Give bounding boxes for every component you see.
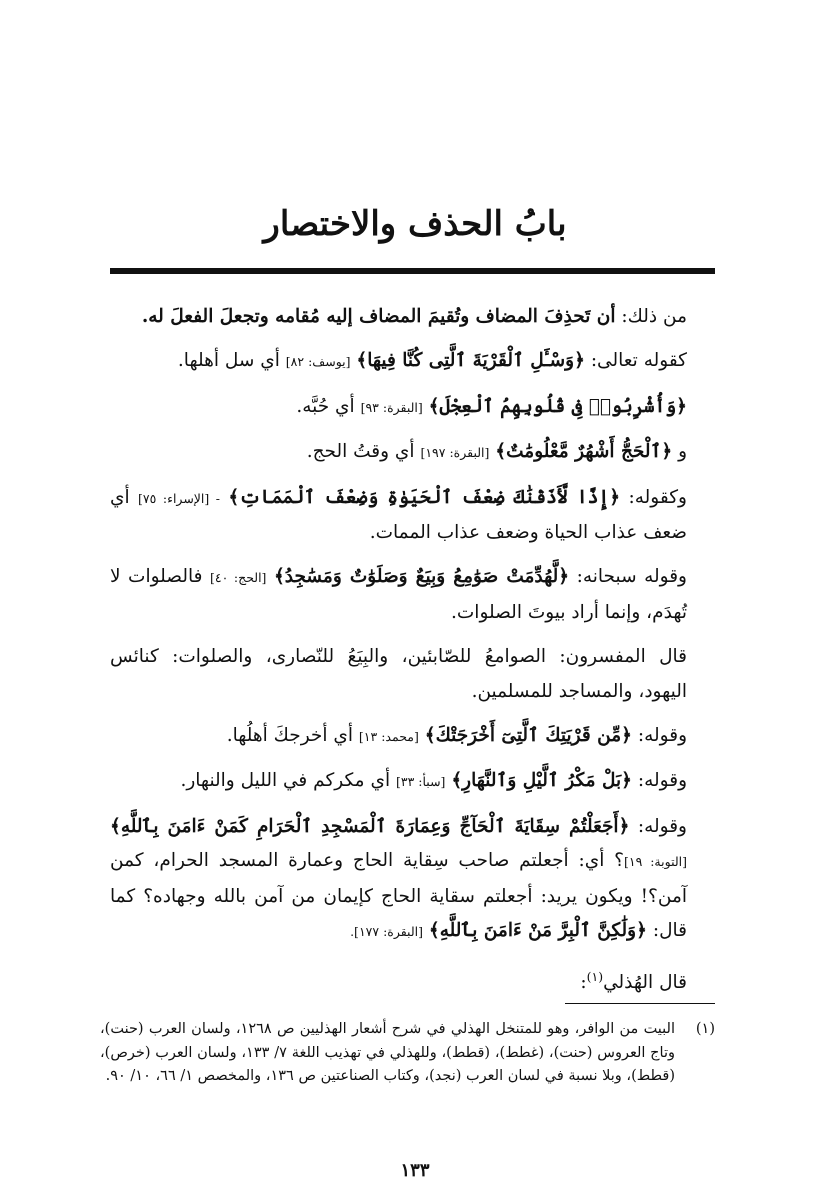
footnote — [100, 1018, 715, 1089]
quran-verse-8: ﴿أَجَعَلْتُمْ سِقَايَةَ ٱلْحَآجِّ وَعِمَارَةَ ٱلْمَسْجِدِ ٱلْحَرَامِ كَمَنْ ءَامَنَ بِٱللَّهِ﴾ — [110, 815, 630, 837]
citation-8: [التوبة: ١٩] — [623, 854, 688, 870]
example-7-gloss: أي مكركم في الليل والنهار. — [180, 770, 391, 792]
example-4-gloss: أي ضعف عذاب الحياة وضعف عذاب الممات. — [110, 486, 687, 544]
example-2-gloss: أي حُبَّه. — [296, 395, 355, 417]
quran-verse-4: ﴿إِذًا لَّأَذَقْنَٰكَ ضِعْفَ ٱلْحَيَوٰةِ وَضِعْفَ ٱلْمَمَاتِ﴾ — [228, 486, 621, 508]
citation-3: [البقرة: ١٩٧] — [420, 445, 490, 461]
footnote-number: (١) — [695, 1021, 715, 1037]
citation-5: [الحج: ٤٠] — [209, 570, 267, 586]
citation-9: [البقرة: ١٧٧]. — [350, 924, 423, 940]
page-number: ١٣٣ — [400, 1160, 430, 1181]
citation-2: [البقرة: ٩٣] — [360, 399, 423, 415]
quran-verse-1: ﴿وَسْـَٔلِ ٱلْقَرْيَةَ ٱلَّتِى كُنَّا فِيهَا﴾ — [356, 350, 585, 372]
paragraph-example-1 — [110, 344, 715, 379]
citation-1: [يوسف: ٨٢] — [285, 354, 351, 370]
paragraph-example-6 — [110, 719, 715, 754]
main-text — [110, 300, 715, 1000]
paragraph-example-4 — [110, 481, 715, 551]
paragraph-commentators: قال المفسرون: الصوامعُ للصّابئين، والبِيَعُ للنّصارى، والصلوات: كنائس اليهود، والمساجد للمسلمين. — [110, 646, 687, 702]
footnote-text: البيت من الوافر، وهو للمتنخل الهذلي في شرح أشعار الهذليين ص ١٢٦٨، ولسان العرب (حنت)، وتاج العروس (حنت)، (غطط)، (قطط)، وللهذلي في تهذيب اللغة ٧/ ١٣٣، ولسان العرب (خرص)، (قطط)، وبلا نسبة في لسان العرب (نجد)، وكتاب الصناعتين ص ١٣٦، والمخصص ١/ ٦٦، ١٠/ ٩٠. — [100, 1021, 676, 1085]
quran-verse-6: ﴿مِّن قَرْيَتِكَ ٱلَّتِىٓ أَخْرَجَتْكَ﴾ — [424, 725, 632, 747]
paragraph-intro — [110, 300, 715, 334]
example-5-gloss: فالصلوات لا تُهدَم، وإنما أراد بيوتَ الصلوات. — [110, 566, 687, 623]
example-8-gloss: ؟ أي: أجعلتم صاحب سِقاية الحاج وعمارة المسجد الحرام، كمن آمن؟! ويكون يريد: أجعلتم سقاية الحاج كإيمان من آمن بالله وجهاده؟ كما قال: — [110, 850, 687, 942]
paragraph-hudhali — [110, 960, 715, 1001]
example-5-pre: وقوله سبحانه: — [576, 566, 687, 588]
quran-verse-3: ﴿ٱلْحَجُّ أَشْهُرٌ مَّعْلُومَٰتٌ﴾ — [495, 441, 673, 463]
citation-7: [سبأ: ٣٣] — [395, 774, 446, 790]
example-1-pre: كقوله تعالى: — [590, 350, 687, 372]
footnote-marker[interactable]: (١) — [586, 968, 604, 984]
example-6-pre: وقوله: — [637, 725, 687, 747]
quran-verse-2: ﴿وَأُشْرِبُوا۟ فِى قُلُوبِهِمُ ٱلْعِجْلَ﴾ — [428, 395, 687, 417]
footnote-separator — [565, 1003, 715, 1004]
example-6-gloss: أي أخرجكَ أهلُها. — [226, 725, 353, 747]
poet-intro-colon: : — [580, 971, 587, 993]
citation-6: [محمد: ١٣] — [358, 729, 419, 745]
quran-verse-7: ﴿بَلْ مَكْرُ ٱلَّيْلِ وَٱلنَّهَارِ﴾ — [451, 770, 632, 792]
chapter-title: بابُ الحذف والاختصار — [263, 204, 567, 244]
example-7-pre: وقوله: — [637, 770, 687, 792]
paragraph-example-3 — [110, 435, 715, 470]
citation-4: - [الإسراء: ٧٥] — [138, 490, 220, 506]
example-3-gloss: أي وقتُ الحج. — [306, 441, 415, 463]
intro-rule: أن تَحذِفَ المضاف وتُقيمَ المضاف إليه مُقامه وتجعلَ الفعلَ له. — [141, 306, 616, 327]
paragraph-example-8 — [110, 810, 715, 950]
example-8-pre: وقوله: — [637, 815, 687, 837]
title-divider — [110, 268, 715, 274]
example-3-pre: و — [678, 441, 687, 463]
paragraph-example-7 — [110, 764, 715, 799]
paragraph-example-5 — [110, 560, 715, 630]
quran-verse-9: ﴿وَلَٰكِنَّ ٱلْبِرَّ مَنْ ءَامَنَ بِٱللَّهِ﴾ — [428, 920, 647, 942]
quran-verse-5: ﴿لَّهُدِّمَتْ صَوَٰمِعُ وَبِيَعٌ وَصَلَوَٰتٌ وَمَسَٰجِدُ﴾ — [273, 566, 570, 588]
poet-intro: قال الهُذلي — [603, 971, 687, 993]
example-1-gloss: أي سل أهلها. — [177, 350, 280, 372]
paragraph-example-2 — [110, 390, 715, 425]
example-4-pre: وكقوله: — [628, 486, 687, 508]
intro-lead: من ذلك: — [621, 306, 687, 327]
